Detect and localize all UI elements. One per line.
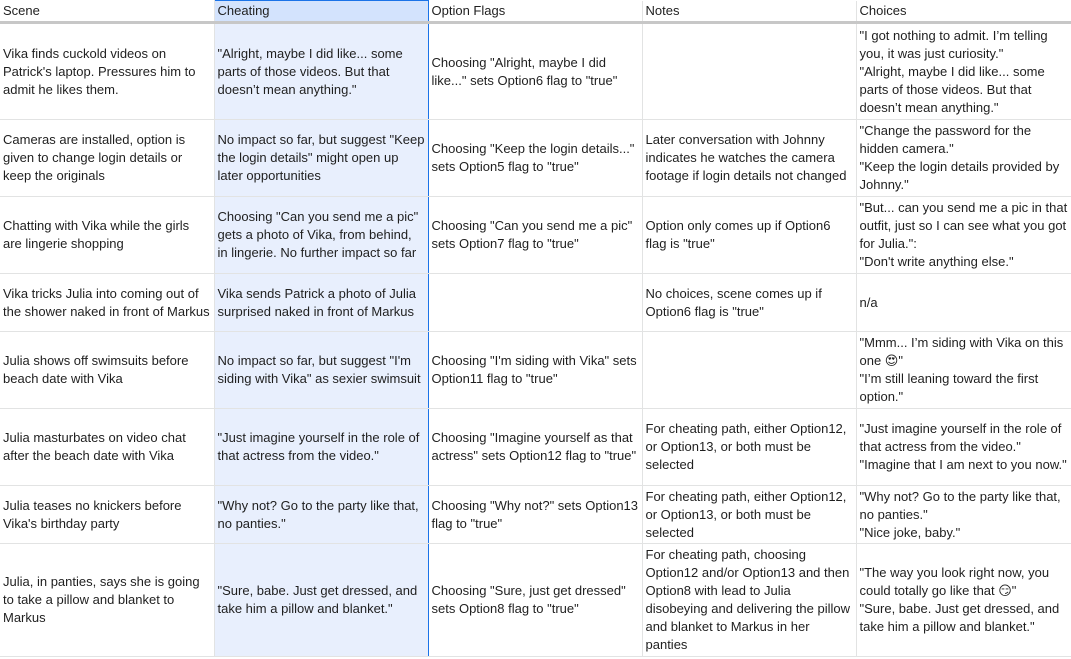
table-row xyxy=(0,486,1071,544)
choices-cell[interactable]: "I got nothing to admit. I’m telling you, it was just curiosity." "Alright, maybe I did like... some parts of those videos. But that doesn’t mean anything." xyxy=(856,23,1071,120)
header-cell-cheating[interactable]: Cheating xyxy=(214,1,428,23)
table-row xyxy=(0,120,1071,197)
option-flags-cell[interactable]: Choosing "Can you send me a pic" sets Option7 flag to "true" xyxy=(428,197,642,274)
notes-cell[interactable] xyxy=(642,23,856,120)
table-row xyxy=(0,332,1071,409)
option-flags-cell[interactable]: Choosing "Keep the login details..." sets Option5 flag to "true" xyxy=(428,120,642,197)
table-row xyxy=(0,544,1071,657)
scene-cell[interactable]: Julia masturbates on video chat after the beach date with Vika xyxy=(0,409,214,486)
choices-cell[interactable]: "Just imagine yourself in the role of that actress from the video." "Imagine that I am next to you now." xyxy=(856,409,1071,486)
scene-cell[interactable]: Julia, in panties, says she is going to take a pillow and blanket to Markus xyxy=(0,544,214,657)
option-flags-cell[interactable]: Choosing "Sure, just get dressed" sets Option8 flag to "true" xyxy=(428,544,642,657)
header-cell-choices[interactable]: Choices xyxy=(856,1,1071,23)
table-row xyxy=(0,274,1071,332)
scene-cell[interactable]: Julia teases no knickers before Vika's birthday party xyxy=(0,486,214,544)
table-row xyxy=(0,23,1071,120)
option-flags-cell[interactable] xyxy=(428,274,642,332)
choices-cell[interactable]: "But... can you send me a pic in that outfit, just so I can see what you got for Julia.": "Don't write anything else." xyxy=(856,197,1071,274)
scene-cell[interactable]: Vika finds cuckold videos on Patrick's laptop. Pressures him to admit he likes them. xyxy=(0,23,214,120)
notes-cell[interactable]: Option only comes up if Option6 flag is "true" xyxy=(642,197,856,274)
notes-cell[interactable]: For cheating path, choosing Option12 and/or Option13 and then Option8 with lead to Julia disobeying and delivering the pillow and blanket to Markus in her panties xyxy=(642,544,856,657)
choices-cell[interactable]: "Change the password for the hidden camera." "Keep the login details provided by Johnny." xyxy=(856,120,1071,197)
scene-cell[interactable]: Vika tricks Julia into coming out of the shower naked in front of Markus xyxy=(0,274,214,332)
cheating-cell[interactable]: No impact so far, but suggest "I'm siding with Vika" as sexier swimsuit xyxy=(214,332,428,409)
scene-cell[interactable]: Chatting with Vika while the girls are lingerie shopping xyxy=(0,197,214,274)
notes-cell[interactable] xyxy=(642,332,856,409)
cheating-cell[interactable]: Choosing "Can you send me a pic" gets a photo of Vika, from behind, in lingerie. No further impact so far xyxy=(214,197,428,274)
table-row xyxy=(0,409,1071,486)
cheating-cell[interactable]: "Just imagine yourself in the role of that actress from the video." xyxy=(214,409,428,486)
notes-cell[interactable]: No choices, scene comes up if Option6 flag is "true" xyxy=(642,274,856,332)
notes-cell[interactable]: For cheating path, either Option12, or Option13, or both must be selected xyxy=(642,409,856,486)
option-flags-cell[interactable]: Choosing "Alright, maybe I did like..." sets Option6 flag to "true" xyxy=(428,23,642,120)
option-flags-cell[interactable]: Choosing "Why not?" sets Option13 flag to "true" xyxy=(428,486,642,544)
header-cell-option-flags[interactable]: Option Flags xyxy=(428,1,642,23)
choices-cell[interactable]: n/a xyxy=(856,274,1071,332)
scene-cell[interactable]: Julia shows off swimsuits before beach date with Vika xyxy=(0,332,214,409)
scene-cell[interactable]: Cameras are installed, option is given to change login details or keep the originals xyxy=(0,120,214,197)
cheating-cell[interactable]: "Alright, maybe I did like... some parts of those videos. But that doesn’t mean anything." xyxy=(214,23,428,120)
cheating-cell[interactable]: No impact so far, but suggest "Keep the login details" might open up later opportunities xyxy=(214,120,428,197)
option-flags-cell[interactable]: Choosing "Imagine yourself as that actress" sets Option12 flag to "true" xyxy=(428,409,642,486)
option-flags-cell[interactable]: Choosing "I'm siding with Vika" sets Option11 flag to "true" xyxy=(428,332,642,409)
choices-cell[interactable]: "Mmm... I’m siding with Vika on this one 😍" "I’m still leaning toward the first option." xyxy=(856,332,1071,409)
header-cell-scene[interactable]: Scene xyxy=(0,1,214,23)
choices-cell[interactable]: "Why not? Go to the party like that, no panties." "Nice joke, baby." xyxy=(856,486,1071,544)
cheating-cell[interactable]: "Sure, babe. Just get dressed, and take him a pillow and blanket." xyxy=(214,544,428,657)
table-row xyxy=(0,197,1071,274)
header-cell-notes[interactable]: Notes xyxy=(642,1,856,23)
notes-cell[interactable]: For cheating path, either Option12, or Option13, or both must be selected xyxy=(642,486,856,544)
cheating-cell[interactable]: Vika sends Patrick a photo of Julia surprised naked in front of Markus xyxy=(214,274,428,332)
notes-cell[interactable]: Later conversation with Johnny indicates he watches the camera footage if login details not changed xyxy=(642,120,856,197)
cheating-cell[interactable]: "Why not? Go to the party like that, no panties." xyxy=(214,486,428,544)
choices-cell[interactable]: "The way you look right now, you could totally go like that 😏" "Sure, babe. Just get dressed, and take him a pillow and blanket." xyxy=(856,544,1071,657)
header-row xyxy=(0,1,1071,23)
